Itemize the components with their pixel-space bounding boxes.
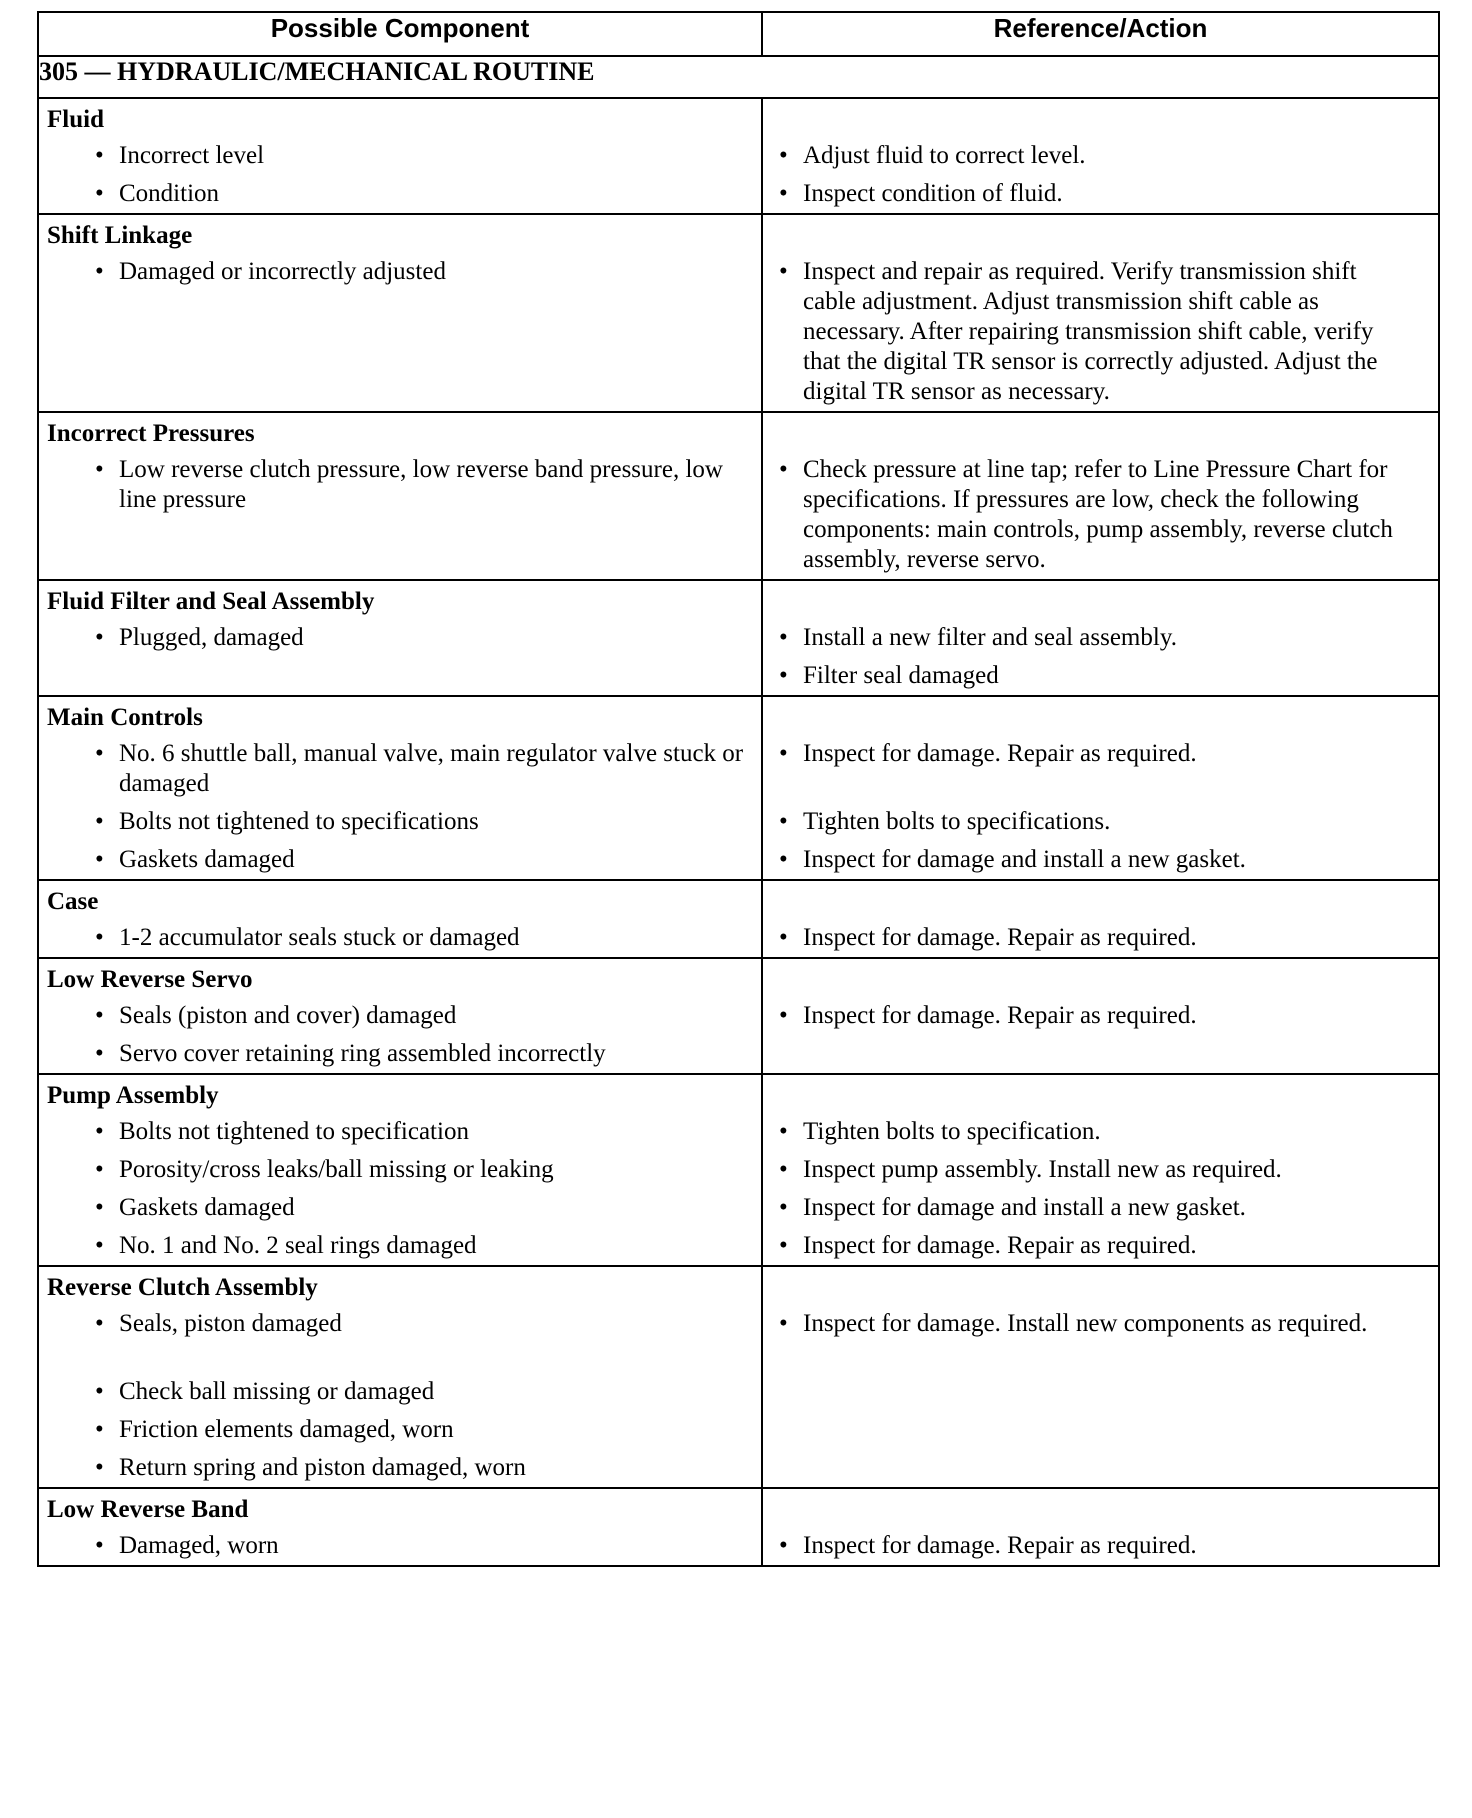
group-row-reverse-clutch [38, 1266, 1439, 1488]
component-cell [38, 696, 762, 880]
bullet-icon: • [95, 740, 104, 767]
action-cell [762, 214, 1439, 412]
action-item [763, 619, 1438, 657]
component-cell [38, 958, 762, 1074]
component-item [39, 1227, 761, 1265]
action-text: Inspect for damage and install a new gasket. [803, 846, 1246, 873]
component-text: Incorrect level [119, 142, 265, 169]
component-text: Friction elements damaged, worn [119, 1416, 454, 1443]
component-item [39, 735, 761, 803]
component-text: Low reverse clutch pressure, low reverse band pressure, low line pressure [119, 456, 723, 513]
action-cell [762, 880, 1439, 958]
bullet-icon: • [779, 624, 788, 651]
group-row-main-controls [38, 696, 1439, 880]
action-text: Filter seal damaged [803, 662, 999, 689]
bullet-icon: • [779, 808, 788, 835]
bullet-icon: • [95, 624, 104, 651]
component-cell [38, 580, 762, 696]
action-item [763, 657, 1438, 695]
component-text: Damaged or incorrectly adjusted [119, 258, 446, 285]
bullet-icon: • [95, 1532, 104, 1559]
group-title: Case [47, 888, 99, 915]
bullet-icon: • [779, 1532, 788, 1559]
action-text: Inspect and repair as required. Verify transmission shift cable adjustment. Adjust transmission shift cable as necessary. After repairing transmission shift cable, verify that the digital TR sensor is correctly adjusted. Adjust the digital TR sensor as necessary. [803, 258, 1378, 405]
bullet-icon: • [779, 1156, 788, 1183]
bullet-icon: • [779, 1118, 788, 1145]
group-title: Main Controls [47, 704, 203, 731]
group-row-incorrect-pressures [38, 412, 1439, 580]
group-title: Low Reverse Band [47, 1496, 249, 1523]
bullet-icon: • [779, 662, 788, 689]
component-item [39, 1373, 761, 1411]
group-title: Pump Assembly [47, 1082, 219, 1109]
action-item [763, 253, 1438, 411]
action-item [763, 1113, 1438, 1151]
action-text: Tighten bolts to specifications. [803, 808, 1111, 835]
action-cell [762, 98, 1439, 214]
group-row-case [38, 880, 1439, 958]
action-cell [762, 412, 1439, 580]
component-text: Return spring and piston damaged, worn [119, 1454, 526, 1481]
group-title: Incorrect Pressures [47, 420, 255, 447]
bullet-icon: • [95, 1454, 104, 1481]
header-reference-action: Reference/Action [762, 12, 1439, 56]
component-text: 1-2 accumulator seals stuck or damaged [119, 924, 520, 951]
component-text: Gaskets damaged [119, 1194, 295, 1221]
bullet-icon: • [95, 1156, 104, 1183]
action-item [763, 1189, 1438, 1227]
bullet-icon: • [779, 1232, 788, 1259]
group-title: Fluid Filter and Seal Assembly [47, 588, 375, 615]
action-item [763, 137, 1438, 175]
action-text: Install a new filter and seal assembly. [803, 624, 1177, 651]
bullet-icon: • [95, 142, 104, 169]
component-item [39, 803, 761, 841]
component-item [39, 1113, 761, 1151]
group-row-low-reverse-band [38, 1488, 1439, 1566]
bullet-icon: • [779, 740, 788, 767]
group-row-shift-linkage [38, 214, 1439, 412]
action-text: Inspect pump assembly. Install new as required. [803, 1156, 1282, 1183]
bullet-icon: • [95, 1232, 104, 1259]
bullet-icon: • [95, 1040, 104, 1067]
component-cell [38, 1266, 762, 1488]
component-text: Damaged, worn [119, 1532, 279, 1559]
action-item [763, 919, 1438, 957]
action-cell [762, 1266, 1439, 1488]
bullet-icon: • [95, 1378, 104, 1405]
bullet-icon: • [95, 180, 104, 207]
component-text: No. 6 shuttle ball, manual valve, main regulator valve stuck or damaged [119, 740, 744, 797]
component-item [39, 919, 761, 957]
bullet-icon: • [95, 1194, 104, 1221]
component-item [39, 1189, 761, 1227]
action-item [763, 735, 1438, 803]
bullet-icon: • [95, 1002, 104, 1029]
bullet-icon: • [95, 808, 104, 835]
bullet-icon: • [95, 1118, 104, 1145]
group-title: Low Reverse Servo [47, 966, 253, 993]
action-text: Tighten bolts to specification. [803, 1118, 1101, 1145]
bullet-icon: • [95, 924, 104, 951]
bullet-icon: • [779, 846, 788, 873]
bullet-icon: • [95, 846, 104, 873]
bullet-icon: • [779, 1002, 788, 1029]
group-row-low-reverse-servo [38, 958, 1439, 1074]
component-cell [38, 98, 762, 214]
header-possible-component: Possible Component [38, 12, 762, 56]
diagnostic-table [37, 11, 1440, 1567]
bullet-icon: • [95, 258, 104, 285]
component-cell [38, 214, 762, 412]
group-row-pump-assembly [38, 1074, 1439, 1266]
component-text: Seals, piston damaged [119, 1310, 342, 1337]
component-text: Check ball missing or damaged [119, 1378, 435, 1405]
component-item [39, 1411, 761, 1449]
action-item [763, 841, 1438, 879]
action-text: Inspect condition of fluid. [803, 180, 1063, 207]
action-item [763, 1151, 1438, 1189]
group-title: Shift Linkage [47, 222, 193, 249]
component-text: Servo cover retaining ring assembled incorrectly [119, 1040, 606, 1067]
component-item [39, 1449, 761, 1487]
action-text: Inspect for damage. Repair as required. [803, 924, 1197, 951]
section-row [38, 56, 1439, 98]
diagnostic-table-page [37, 11, 1438, 1567]
bullet-icon: • [779, 1194, 788, 1221]
bullet-icon: • [779, 180, 788, 207]
component-text: Condition [119, 180, 220, 207]
component-item [39, 1151, 761, 1189]
component-cell [38, 1074, 762, 1266]
action-cell [762, 696, 1439, 880]
bullet-icon: • [779, 142, 788, 169]
action-cell [762, 580, 1439, 696]
group-title: Fluid [47, 106, 104, 133]
section-title: 305 — HYDRAULIC/MECHANICAL ROUTINE [38, 56, 1439, 98]
bullet-icon: • [95, 1310, 104, 1337]
component-cell [38, 412, 762, 580]
component-item [39, 451, 761, 519]
action-text: Inspect for damage. Install new components as required. [803, 1310, 1368, 1337]
action-text: Check pressure at line tap; refer to Line Pressure Chart for specifications. If pressures are low, check the following components: main controls, pump assembly, reverse clutch assembly, reverse servo. [803, 456, 1393, 573]
component-item [39, 619, 761, 657]
component-item [39, 137, 761, 175]
header-row [38, 12, 1439, 56]
action-item [763, 175, 1438, 213]
bullet-icon: • [779, 1310, 788, 1337]
component-item [39, 1305, 761, 1343]
action-item [763, 1527, 1438, 1565]
action-cell [762, 958, 1439, 1074]
action-item [763, 1227, 1438, 1265]
component-text: Seals (piston and cover) damaged [119, 1002, 457, 1029]
component-text: Plugged, damaged [119, 624, 304, 651]
action-item [763, 997, 1438, 1035]
group-row-fluid [38, 98, 1439, 214]
action-cell [762, 1488, 1439, 1566]
bullet-icon: • [95, 1416, 104, 1443]
component-text: No. 1 and No. 2 seal rings damaged [119, 1232, 477, 1259]
action-text: Inspect for damage. Repair as required. [803, 1532, 1197, 1559]
component-text: Bolts not tightened to specifications [119, 808, 479, 835]
component-item [39, 841, 761, 879]
bullet-icon: • [779, 258, 788, 285]
bullet-icon: • [779, 924, 788, 951]
bullet-icon: • [95, 456, 104, 483]
action-text: Adjust fluid to correct level. [803, 142, 1086, 169]
component-text: Bolts not tightened to specification [119, 1118, 469, 1145]
component-item [39, 253, 761, 291]
bullet-icon: • [779, 456, 788, 483]
component-text: Gaskets damaged [119, 846, 295, 873]
action-text: Inspect for damage. Repair as required. [803, 740, 1197, 767]
component-text: Porosity/cross leaks/ball missing or leaking [119, 1156, 554, 1183]
component-item [39, 175, 761, 213]
component-item [39, 1527, 761, 1565]
group-title: Reverse Clutch Assembly [47, 1274, 318, 1301]
action-text: Inspect for damage. Repair as required. [803, 1002, 1197, 1029]
component-item [39, 997, 761, 1035]
action-text: Inspect for damage. Repair as required. [803, 1232, 1197, 1259]
action-cell [762, 1074, 1439, 1266]
action-item [763, 803, 1438, 841]
action-text: Inspect for damage and install a new gasket. [803, 1194, 1246, 1221]
action-item [763, 1305, 1438, 1343]
action-item [763, 451, 1438, 579]
group-row-fluid-filter [38, 580, 1439, 696]
component-item [39, 1035, 761, 1073]
component-cell [38, 880, 762, 958]
component-cell [38, 1488, 762, 1566]
